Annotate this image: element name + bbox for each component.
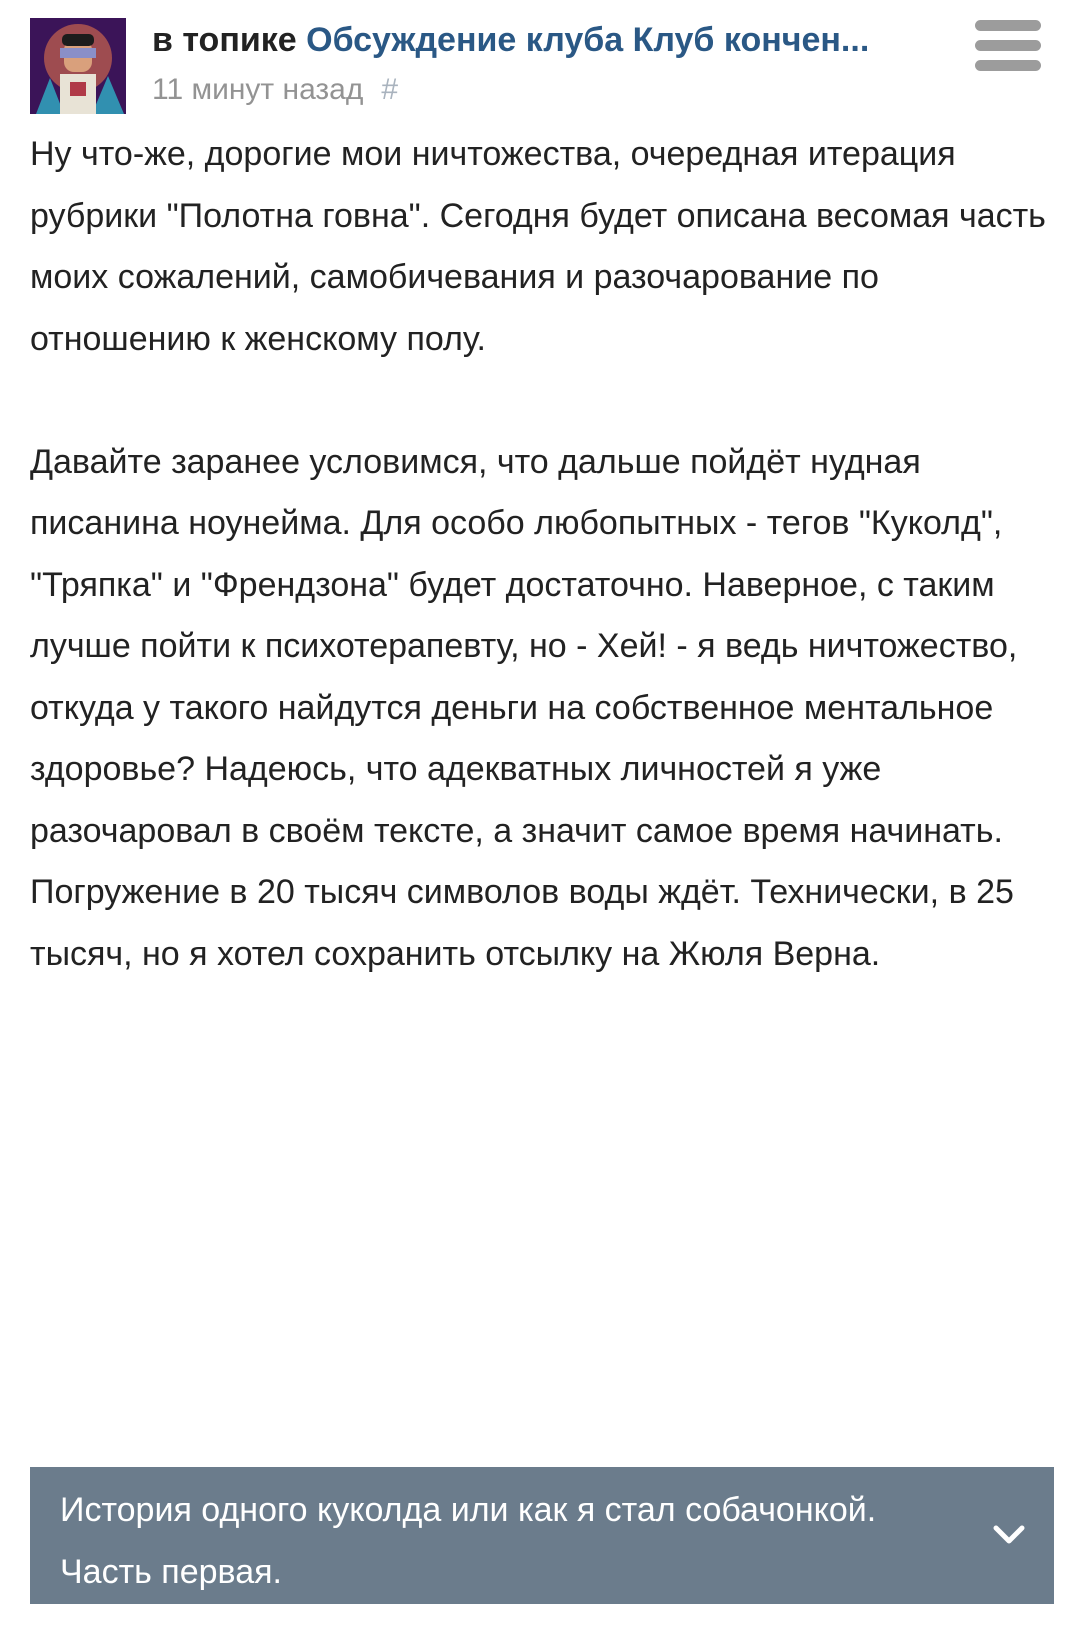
post-meta — [152, 20, 932, 108]
hash-link[interactable]: # — [381, 73, 399, 106]
author-avatar[interactable] — [30, 18, 126, 114]
topic-line — [152, 20, 932, 60]
article-title: История одного куколда или как я стал собачонкой. Часть первая. — [60, 1491, 877, 1591]
topic-prefix: в топике — [152, 21, 297, 59]
topic-link[interactable]: Обсуждение клуба Клуб кончен... — [306, 21, 870, 59]
menu-icon-line — [975, 60, 1041, 71]
menu-icon[interactable] — [975, 18, 1041, 74]
chevron-down-icon[interactable] — [992, 1523, 1026, 1547]
post-body — [30, 124, 1060, 985]
post-header — [30, 18, 1050, 118]
collapsed-article-block[interactable] — [30, 1467, 1054, 1604]
post-paragraph: Давайте заранее условимся, что дальше пойдёт нудная писанина ноунейма. Для особо любопытных - тегов "Куколд", "Тряпка" и "Френдзона" будет достаточно. Наверное, с таким лучше пойти к психотерапевту, но - Хей! - я ведь ничтожество, откуда у такого найдутся деньги на собственное ментальное здоровье? Надеюсь, что адекватных личностей я уже разочаровал в своём тексте, а значит самое время начинать. Погружение в 20 тысяч символов воды ждёт. Технически, в 25 тысяч, но я хотел сохранить отсылку на Жюля Верна. — [30, 442, 1018, 973]
menu-icon-line — [975, 40, 1041, 51]
avatar-image — [30, 18, 126, 114]
timestamp-line — [152, 72, 932, 108]
menu-icon-line — [975, 20, 1041, 31]
post-time[interactable]: 11 минут назад — [152, 73, 364, 106]
post-paragraph: Ну что-же, дорогие мои ничтожества, очередная итерация рубрики "Полотна говна". Сегодня будет описана весомая часть моих сожалений, самобичевания и разочарование по отношению к женскому полу. — [30, 135, 1046, 358]
